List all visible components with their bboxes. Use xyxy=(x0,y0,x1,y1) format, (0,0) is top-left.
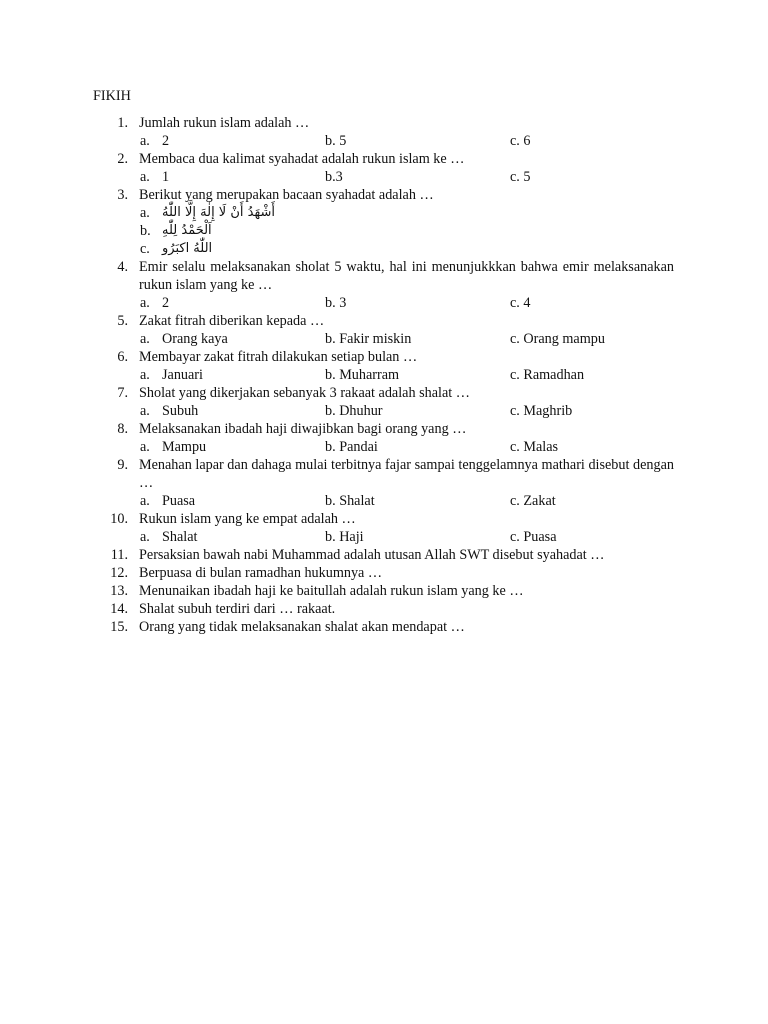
question-5 xyxy=(0,312,768,348)
option-b: b. Dhuhur xyxy=(325,403,383,419)
option-b-row xyxy=(0,222,768,240)
question-14 xyxy=(0,600,768,618)
option-a-letter: a. xyxy=(140,367,150,383)
option-a: Subuh xyxy=(162,403,199,419)
question-text: Membaca dua kalimat syahadat adalah rukun islam ke … xyxy=(139,151,465,167)
option-b-letter: b. xyxy=(140,223,151,239)
option-a-letter: a. xyxy=(140,133,150,149)
question-text: Rukun islam yang ke empat adalah … xyxy=(139,511,356,527)
option-a-letter: a. xyxy=(140,295,150,311)
question-number: 2. xyxy=(117,151,128,167)
question-text: Orang yang tidak melaksanakan shalat akan mendapat … xyxy=(139,619,465,635)
question-7 xyxy=(0,384,768,420)
question-15 xyxy=(0,618,768,636)
answer-options xyxy=(0,132,768,150)
question-10 xyxy=(0,510,768,546)
answer-options xyxy=(0,294,768,312)
question-text: Emir selalu melaksanakan sholat 5 waktu, hal ini menunjukkkan bahwa emir melaksanakan rukun islam yang ke … xyxy=(139,259,674,293)
question-text: Zakat fitrah diberikan kepada … xyxy=(139,313,325,329)
question-number: 7. xyxy=(117,385,128,401)
option-c: c. 6 xyxy=(510,133,531,149)
question-number: 11. xyxy=(110,547,128,563)
question-1 xyxy=(0,114,768,150)
option-c: c. Malas xyxy=(510,439,559,455)
option-a-letter: a. xyxy=(140,403,150,419)
answer-options xyxy=(0,330,768,348)
question-3 xyxy=(0,186,768,258)
question-text: Menahan lapar dan dahaga mulai terbitnya fajar sampai tenggelamnya mathari disebut dengan … xyxy=(139,457,674,491)
option-c: c. Puasa xyxy=(510,529,557,545)
option-a: أَشْهَدُ أَنْ لَا إِلٰهَ إِلَّا اللّٰهُ xyxy=(162,205,275,220)
question-list xyxy=(0,114,768,636)
option-b: b. Fakir miskin xyxy=(325,331,412,347)
question-4 xyxy=(0,258,768,312)
question-11 xyxy=(0,546,768,564)
question-12 xyxy=(0,564,768,582)
option-c: c. Ramadhan xyxy=(510,367,585,383)
question-text: Melaksanakan ibadah haji diwajibkan bagi orang yang … xyxy=(139,421,467,437)
question-2 xyxy=(0,150,768,186)
answer-options xyxy=(0,492,768,510)
option-c: c. Zakat xyxy=(510,493,556,509)
question-number: 1. xyxy=(117,115,128,131)
question-text: Berpuasa di bulan ramadhan hukumnya … xyxy=(139,565,383,581)
option-a-letter: a. xyxy=(140,331,150,347)
option-a: Januari xyxy=(162,367,203,383)
answer-options xyxy=(0,168,768,186)
option-a-letter: a. xyxy=(140,169,150,185)
answer-options xyxy=(0,402,768,420)
option-a: Orang kaya xyxy=(162,331,228,347)
option-c-row xyxy=(0,240,768,258)
question-9 xyxy=(0,456,768,510)
option-a: 1 xyxy=(162,169,170,185)
question-number: 8. xyxy=(117,421,128,437)
option-c: c. 5 xyxy=(510,169,531,185)
option-b: b. Pandai xyxy=(325,439,378,455)
question-number: 3. xyxy=(117,187,128,203)
question-text: Menunaikan ibadah haji ke baitullah adalah rukun islam yang ke … xyxy=(139,583,524,599)
option-a: Shalat xyxy=(162,529,198,545)
answer-options xyxy=(0,438,768,456)
option-b: b.3 xyxy=(325,169,343,185)
option-c-letter: c. xyxy=(140,241,150,257)
option-a-letter: a. xyxy=(140,205,150,221)
question-text: Membayar zakat fitrah dilakukan setiap bulan … xyxy=(139,349,418,365)
question-number: 9. xyxy=(117,457,128,473)
option-a-letter: a. xyxy=(140,529,150,545)
question-text: Persaksian bawah nabi Muhammad adalah utusan Allah SWT disebut syahadat … xyxy=(139,547,605,563)
question-number: 14. xyxy=(110,601,128,617)
option-a: 2 xyxy=(162,133,170,149)
option-c: c. 4 xyxy=(510,295,531,311)
option-b: b. 5 xyxy=(325,133,347,149)
document-title: FIKIH xyxy=(93,88,131,104)
question-number: 5. xyxy=(117,313,128,329)
option-a-row xyxy=(0,204,768,222)
question-text: Sholat yang dikerjakan sebanyak 3 rakaat adalah shalat … xyxy=(139,385,470,401)
question-6 xyxy=(0,348,768,384)
question-number: 13. xyxy=(110,583,128,599)
option-c: c. Maghrib xyxy=(510,403,573,419)
option-a: 2 xyxy=(162,295,170,311)
option-c: اللّٰهُ اكبَرُو xyxy=(162,241,213,256)
option-a: Puasa xyxy=(162,493,196,509)
option-b: b. Shalat xyxy=(325,493,375,509)
question-text: Shalat subuh terdiri dari … rakaat. xyxy=(139,601,336,617)
question-number: 15. xyxy=(110,619,128,635)
question-text: Jumlah rukun islam adalah … xyxy=(139,115,310,131)
question-number: 6. xyxy=(117,349,128,365)
option-a-letter: a. xyxy=(140,493,150,509)
option-a-letter: a. xyxy=(140,439,150,455)
question-number: 10. xyxy=(110,511,128,527)
option-b: b. 3 xyxy=(325,295,347,311)
question-8 xyxy=(0,420,768,456)
question-number: 12. xyxy=(110,565,128,581)
answer-options xyxy=(0,366,768,384)
option-c: c. Orang mampu xyxy=(510,331,605,347)
option-b: b. Haji xyxy=(325,529,364,545)
question-number: 4. xyxy=(117,259,128,275)
option-b: اَلْحَمْدُ لِلّٰهِ xyxy=(162,223,212,238)
option-a: Mampu xyxy=(162,439,207,455)
question-text: Berikut yang merupakan bacaan syahadat adalah … xyxy=(139,187,434,203)
question-13 xyxy=(0,582,768,600)
option-b: b. Muharram xyxy=(325,367,400,383)
answer-options xyxy=(0,528,768,546)
